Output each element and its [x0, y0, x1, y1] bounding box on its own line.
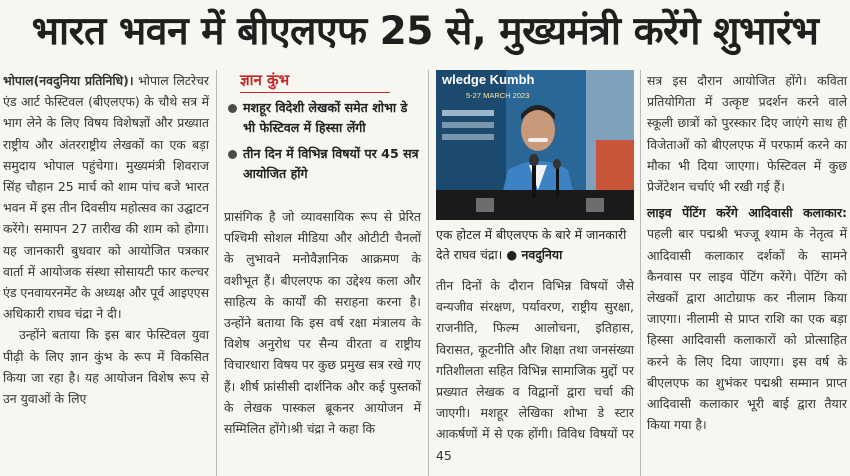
- news-photo: [436, 70, 634, 220]
- bullet-icon: [228, 104, 237, 113]
- column-divider: [640, 70, 641, 476]
- highlight-text: तीन दिन में विभिन्न विषयों पर 45 सत्र आयोजित होंगे: [243, 146, 419, 181]
- photo-illustration: [436, 70, 634, 220]
- article-text: पहली बार पद्मश्री भज्जू श्याम के नेतृत्व में आदिवासी कलाकार दर्शकों के सामने कैनवास पर लाइव पेंटिंग करेंगे। पेंटिंग को लेखकों द्वारा आटोग्राफ कर नीलाम किया जाएगा। नीलामी से प्राप्त राशि का एक बड़ा हिस्सा आदिवासी कलाकारों को प्रोत्साहित करने के लिए दिया जाएगा। इस वर्ष के बीएलएफ का शुभंकर पद्मश्री सम्मान प्राप्त आदिवासी कलाकार भूरी बाई द्वारा तैयार किया गया है।: [647, 226, 847, 433]
- photo-credit: ● नवदुनिया: [506, 247, 563, 262]
- highlights-box: [224, 70, 421, 198]
- section-subhead: लाइव पेंटिंग करेंगे आदिवासी कलाकार:: [647, 205, 847, 221]
- banner-date: 5-27 MARCH 2023: [466, 91, 530, 100]
- highlight-text: मशहूर विदेशी लेखकों समेत शोभा डे भी फेस्टिवल में हिस्सा लेंगी: [243, 100, 408, 135]
- photo-caption: [436, 225, 634, 265]
- article-column-3: [436, 275, 634, 466]
- caption-text: एक होटल में बीएलएफ के बारे में जानकारी देते राघव चंद्रा।: [436, 227, 627, 262]
- banner-title: wledge Kumbh: [442, 72, 535, 87]
- column-divider: [428, 70, 429, 476]
- highlight-item: [224, 98, 421, 138]
- article-column-2: [224, 206, 421, 439]
- article-paragraph: तीन दिनों के दौरान विभिन्न विषयों जैसे वन्यजीव संरक्षण, पर्यावरण, राष्ट्रीय सुरक्षा, राजनीति, फिल्म आलोचना, इतिहास, विरासत, कूटनीति और शिक्षा तथा जनसंख्या गतिशीलता सहित विभिन्न सामाजिक मुद्दों पर प्रख्यात लेखक व विद्वानों द्वारा चर्चा की जाएगी। मशहूर लेखिका शोभा डे स्टार आकर्षणों में से एक होंगी। विविध विषयों पर 45: [436, 278, 634, 463]
- bullet-icon: [228, 150, 237, 159]
- byline: भोपाल(नवदुनिया प्रतिनिधि)।: [3, 73, 134, 88]
- article-column-1: [3, 70, 209, 409]
- article-paragraph: उन्होंने बताया कि इस बार फेस्टिवल युवा पीढ़ी के लिए ज्ञान कुंभ के रूप में विकसित किया जा रहा है। यह आयोजन विशेष रूप से उन युवाओं के लिए: [3, 327, 209, 407]
- article-column-4: [647, 70, 847, 435]
- article-paragraph: प्रासंगिक है जो व्यावसायिक रूप से प्रेरित पश्चिमी सोशल मीडिया और ओटीटी चैनलों के लुभावने मनोवैज्ञानिक आक्रमण के वशीभूत हैं। बीएलएफ का उद्देश्य कला और साहित्य के कार्यों की सराहना करना है। उन्होंने बताया कि इस वर्ष रक्षा मंत्रालय के विशेष अनुरोध पर सैन्य वीरता व राष्ट्रीय विचारधारा विषय पर कुछ प्रमुख सत्र रखे गए हैं। शीर्ष फ्रांसीसी दार्शनिक और कई पुस्तकों के लेखक पास्कल ब्रूकनर आयोजन में सम्मिलित होंगे।श्री चंद्रा ने कहा कि: [224, 209, 421, 437]
- highlights-heading: ज्ञान कुंभ: [240, 70, 390, 93]
- article-text: भोपाल लिटरेचर एंड आर्ट फेस्टिवल (बीएलएफ) के चौथे सत्र में भाग लेने के लिए विषय विशेषज्ञों और प्रख्यात राष्ट्रीय और अंतरराष्ट्रीय लेखकों का एक बड़ा समुदाय भोपाल पहुंचेगा। मुख्यमंत्री शिवराज सिंह चौहान 25 मार्च को शाम पांच बजे भारत भवन में इस तीन दिवसीय महोत्सव का उद्घाटन करेंगे। समापन 27 तारीख की शाम को होगा। यह जानकारी बुधवार को आयोजित पत्रकार वार्ता में आयोजक संस्था सोसायटी फार कल्चर एंड एनवायरनमेंट के अध्यक्ष और पूर्व आइएएस अधिकारी राघव चंद्रा ने दी।: [3, 73, 209, 322]
- headline: भारत भवन में बीएलएफ 25 से, मुख्यमंत्री करेंगे शुभारंभ: [31, 9, 819, 54]
- article-paragraph: [3, 70, 209, 324]
- article-paragraph: [647, 202, 847, 435]
- article-paragraph: सत्र इस दौरान आयोजित होंगे। कविता प्रतियोगिता में उत्कृष्ट प्रदर्शन करने वाले स्कूली छात्रों को पुरस्कार दिए जाएंगे साथ ही विजेताओं को बीएलएफ में परफार्म करने का मौका भी दिया जाएगा। फेस्टिवल में कुछ प्रेजेंटेशन चर्चाएं भी रखी गई हैं।: [647, 73, 847, 195]
- column-divider: [216, 70, 217, 476]
- highlight-item: [224, 144, 421, 184]
